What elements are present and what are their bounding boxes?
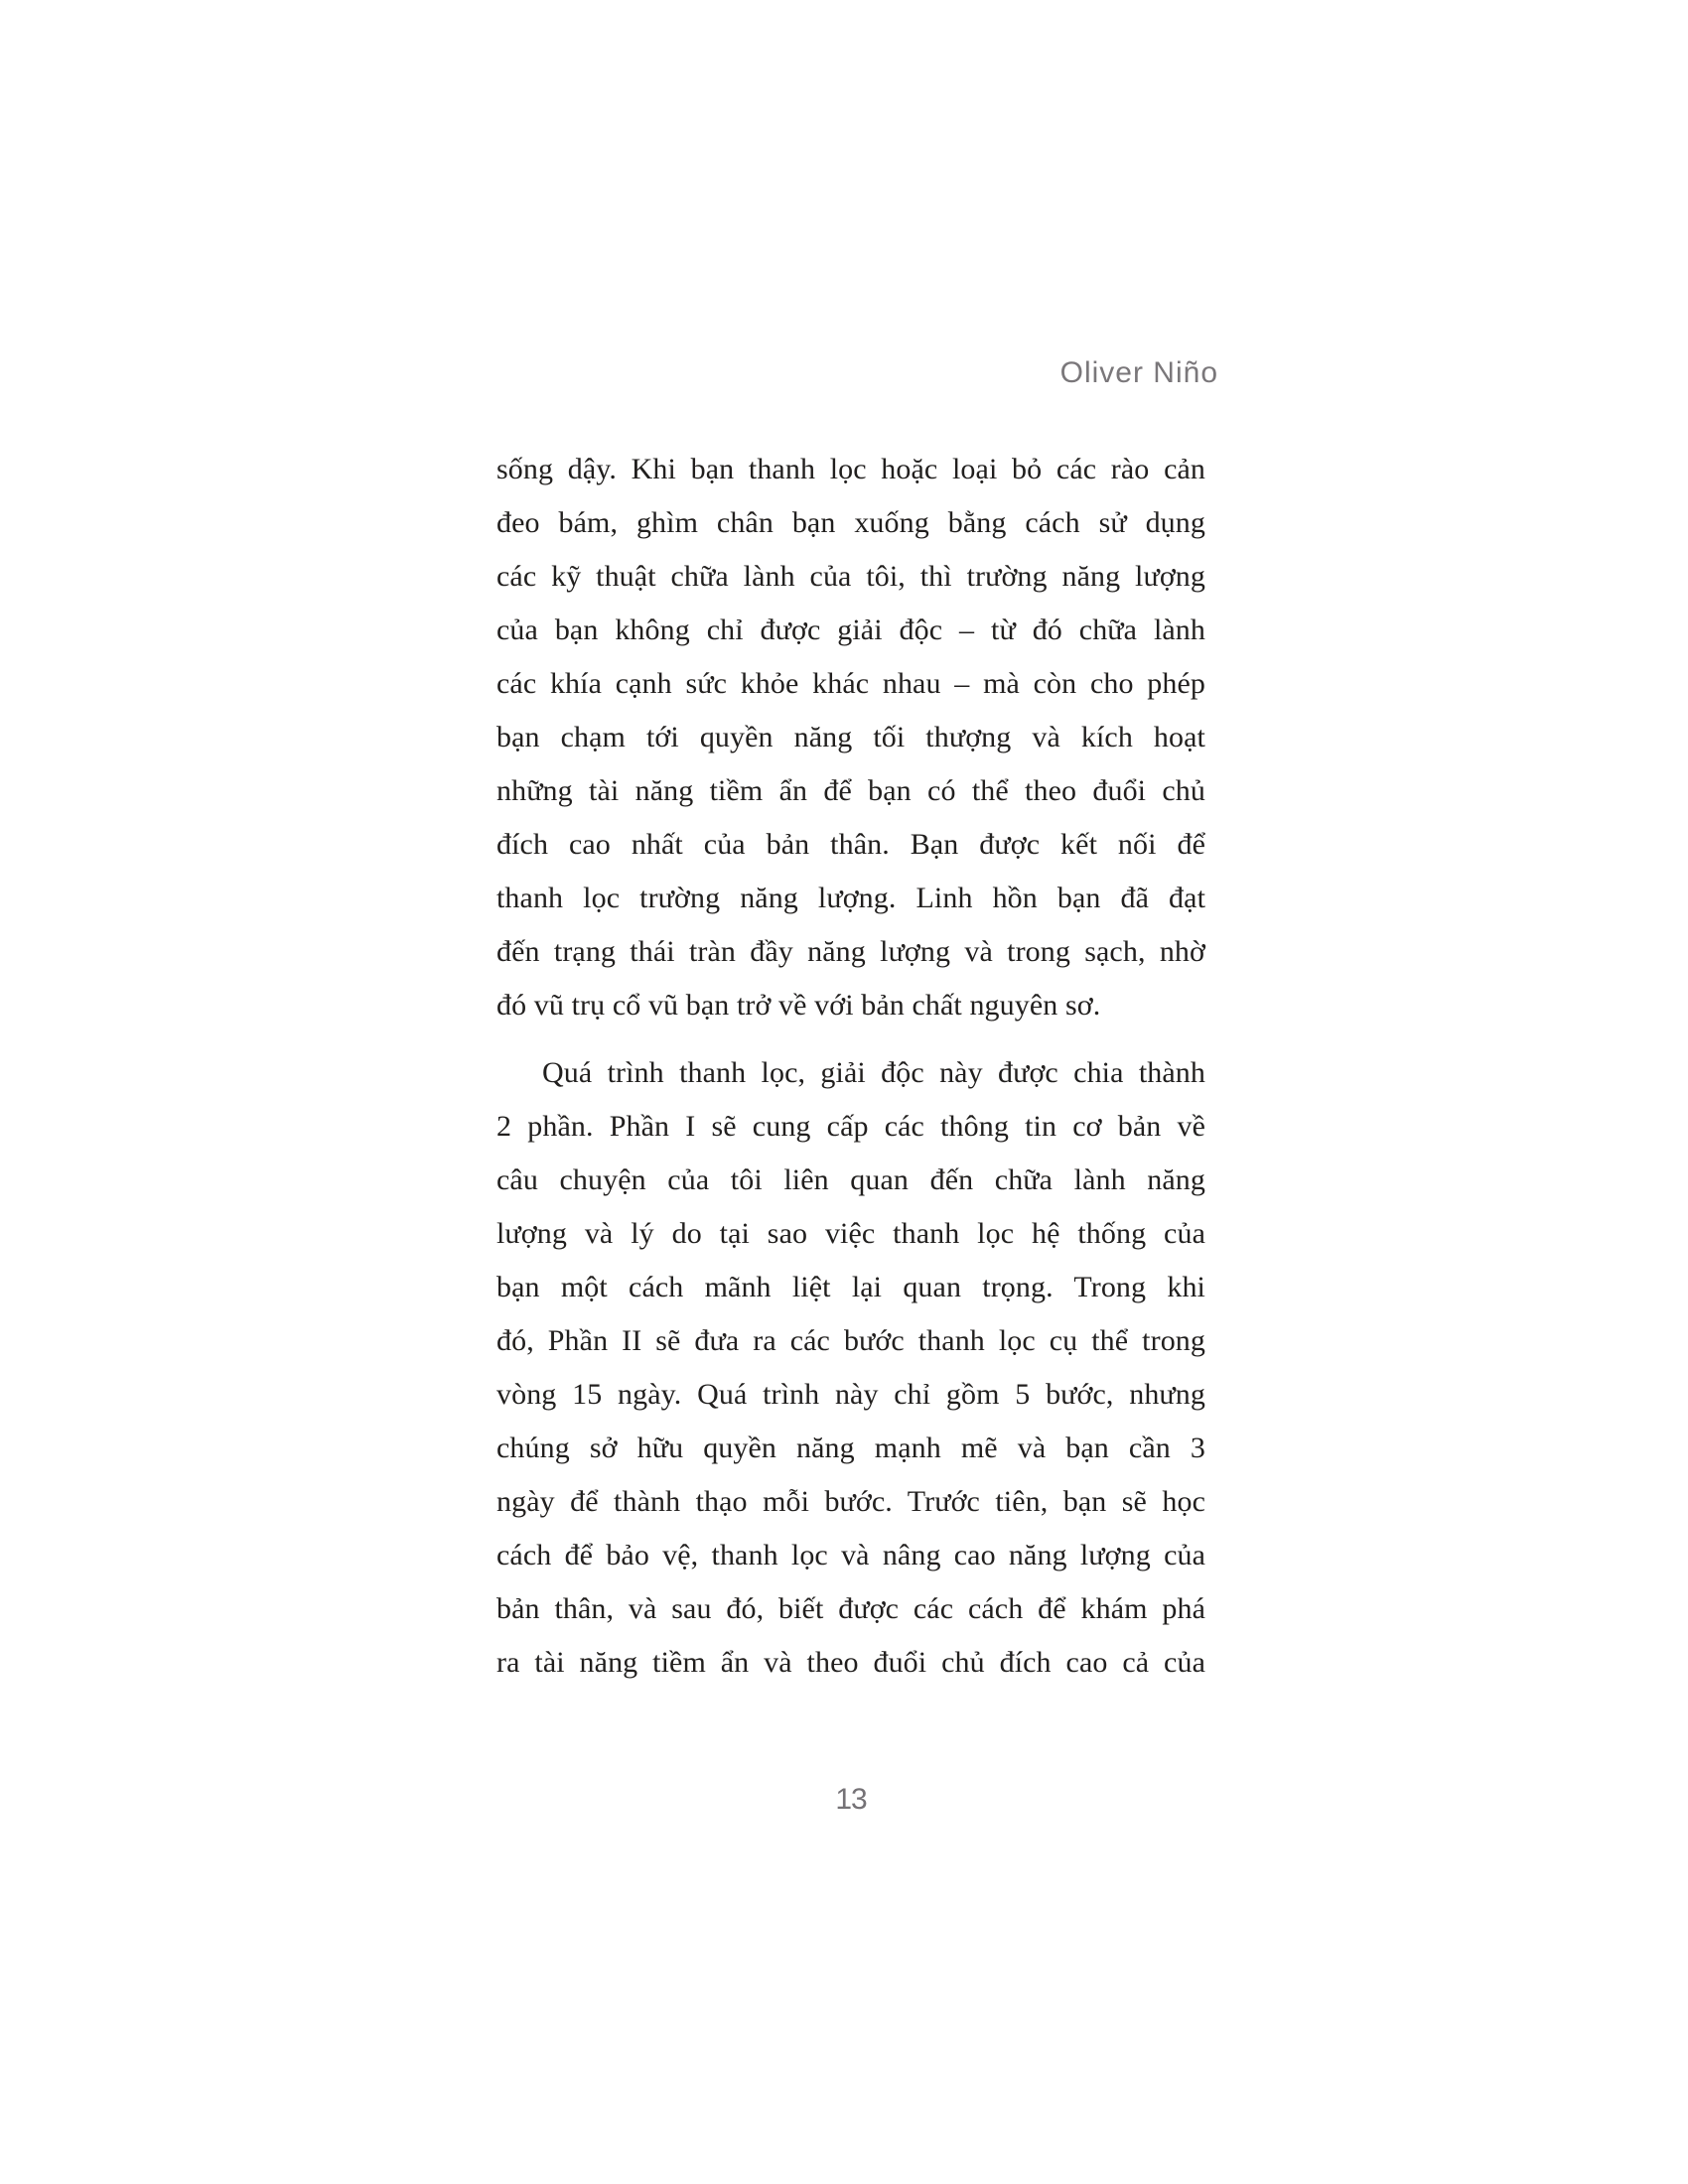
text-line: đến trạng thái tràn đầy năng lượng và trong sạch, nhờ bbox=[496, 935, 1205, 968]
text-line: đích cao nhất của bản thân. Bạn được kết nối để bbox=[496, 828, 1205, 861]
text-line: bạn một cách mãnh liệt lại quan trọng. Trong khi bbox=[496, 1271, 1205, 1303]
text-line: cách để bảo vệ, thanh lọc và nâng cao năng lượng của bbox=[496, 1539, 1205, 1571]
running-header: Oliver Niño bbox=[1059, 356, 1218, 389]
text-line: câu chuyện của tôi liên quan đến chữa lành năng bbox=[496, 1163, 1205, 1196]
paragraph-1 bbox=[496, 443, 1205, 1032]
text-line: chúng sở hữu quyền năng mạnh mẽ và bạn cần 3 bbox=[496, 1432, 1205, 1464]
text-line: Quá trình thanh lọc, giải độc này được chia thành bbox=[542, 1056, 1205, 1089]
text-line: các khía cạnh sức khỏe khác nhau – mà còn cho phép bbox=[496, 667, 1205, 700]
paragraph-2 bbox=[496, 1046, 1205, 1690]
text-line: vòng 15 ngày. Quá trình này chỉ gồm 5 bước, nhưng bbox=[496, 1378, 1205, 1411]
text-line: ngày để thành thạo mỗi bước. Trước tiên, bạn sẽ học bbox=[496, 1485, 1205, 1518]
text-line: đó, Phần II sẽ đưa ra các bước thanh lọc cụ thể trong bbox=[496, 1324, 1205, 1357]
text-line: lượng và lý do tại sao việc thanh lọc hệ thống của bbox=[496, 1217, 1205, 1250]
text-line: bạn chạm tới quyền năng tối thượng và kích hoạt bbox=[496, 721, 1205, 753]
text-line: sống dậy. Khi bạn thanh lọc hoặc loại bỏ các rào cản bbox=[496, 453, 1205, 485]
page-number: 13 bbox=[835, 1783, 867, 1816]
text-line: của bạn không chỉ được giải độc – từ đó chữa lành bbox=[496, 614, 1205, 646]
text-line: bản thân, và sau đó, biết được các cách để khám phá bbox=[496, 1592, 1205, 1625]
text-line: những tài năng tiềm ẩn để bạn có thể theo đuổi chủ bbox=[496, 774, 1205, 807]
text-line: các kỹ thuật chữa lành của tôi, thì trường năng lượng bbox=[496, 560, 1205, 593]
text-line: đó vũ trụ cổ vũ bạn trở về với bản chất nguyên sơ. bbox=[496, 989, 1101, 1022]
text-line: thanh lọc trường năng lượng. Linh hồn bạn đã đạt bbox=[496, 882, 1205, 914]
text-line: 2 phần. Phần I sẽ cung cấp các thông tin cơ bản về bbox=[496, 1110, 1205, 1143]
text-line: đeo bám, ghìm chân bạn xuống bằng cách sử dụng bbox=[496, 506, 1205, 539]
body-text bbox=[496, 443, 1205, 1690]
text-line: ra tài năng tiềm ẩn và theo đuổi chủ đích cao cả của bbox=[496, 1646, 1205, 1679]
